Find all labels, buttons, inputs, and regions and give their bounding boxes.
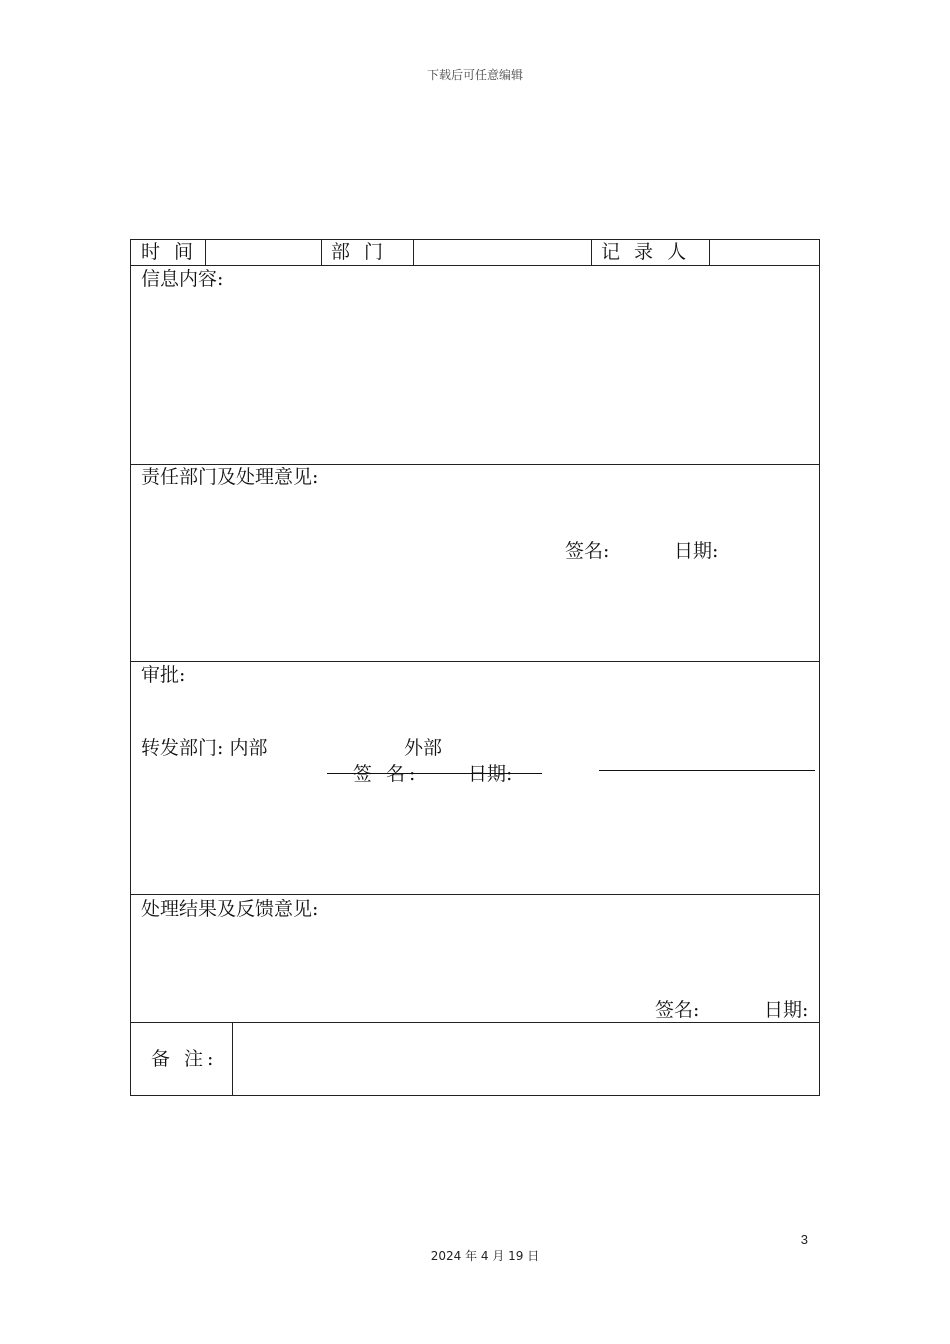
approval-label: 审批: bbox=[141, 664, 186, 686]
result-feedback-label: 处理结果及反馈意见: bbox=[141, 898, 319, 920]
row-divider bbox=[131, 1022, 819, 1023]
col-divider bbox=[591, 240, 592, 265]
responsible-date-label: 日期: bbox=[674, 540, 719, 562]
responsible-sign-label: 签名: bbox=[565, 540, 610, 562]
header-note: 下载后可任意编辑 bbox=[426, 68, 523, 82]
col-divider bbox=[321, 240, 322, 265]
row-divider bbox=[131, 265, 819, 266]
strike-line bbox=[327, 773, 542, 774]
row-divider bbox=[131, 894, 819, 895]
col-divider bbox=[709, 240, 710, 265]
footer-date: 2024 年 4 月 19 日 bbox=[430, 1249, 540, 1263]
time-label: 时 间 bbox=[141, 241, 198, 263]
col-divider bbox=[205, 240, 206, 265]
col-divider bbox=[232, 1022, 233, 1096]
department-label: 部 门 bbox=[331, 241, 388, 263]
info-content-label: 信息内容: bbox=[141, 268, 224, 290]
responsible-dept-label: 责任部门及处理意见: bbox=[141, 466, 319, 488]
result-sign-label: 签名: bbox=[655, 999, 700, 1021]
row-divider bbox=[131, 464, 819, 465]
remarks-label: 备 注: bbox=[151, 1048, 218, 1070]
row-divider bbox=[131, 661, 819, 662]
signature-line bbox=[599, 770, 815, 771]
result-date-label: 日期: bbox=[764, 999, 809, 1021]
record-form bbox=[130, 239, 820, 1096]
approval-date-label: 日期: bbox=[468, 763, 513, 785]
external-label: 外部 bbox=[404, 737, 443, 759]
page-number: 3 bbox=[800, 1232, 808, 1247]
recorder-label: 记 录 人 bbox=[601, 241, 691, 263]
forward-dept-label: 转发部门: 内部 bbox=[141, 737, 268, 759]
col-divider bbox=[413, 240, 414, 265]
approval-sign-label: 签 名: bbox=[353, 763, 420, 785]
